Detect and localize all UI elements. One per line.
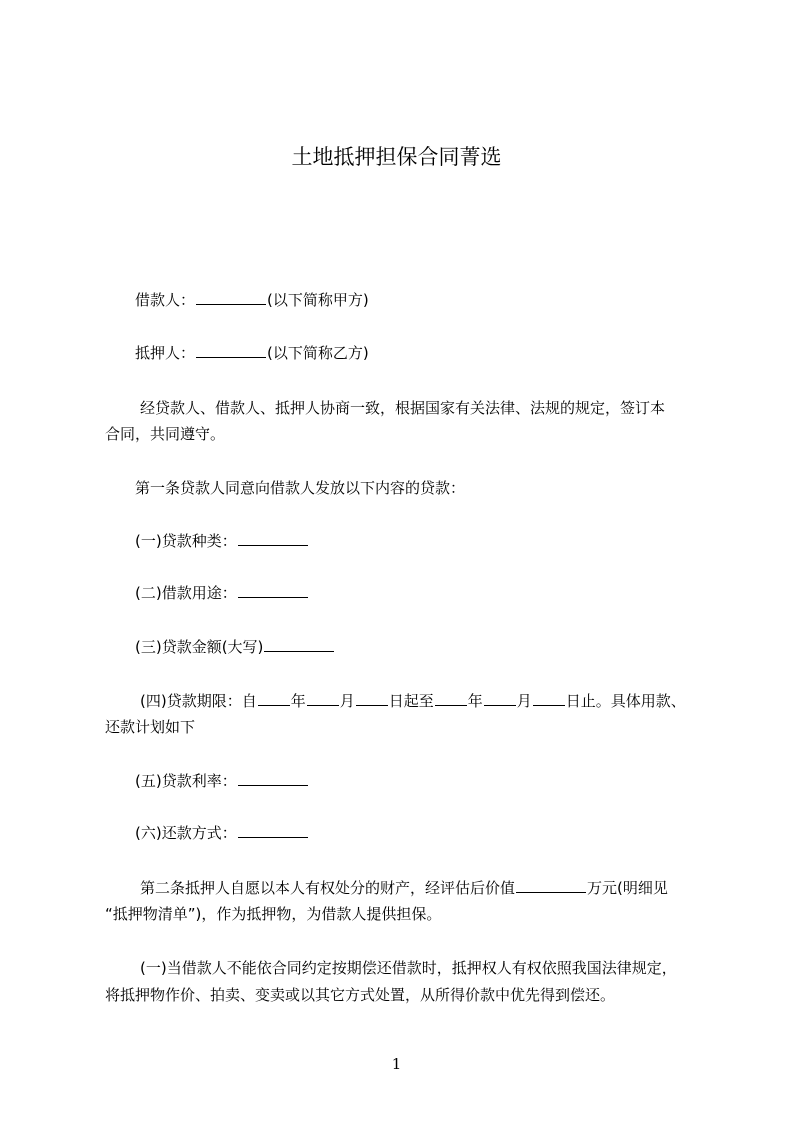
- mortgagor-label: 抵押人：: [135, 344, 196, 362]
- loan-purpose-label: (二)借款用途：: [135, 584, 237, 602]
- month-label: 月: [339, 692, 355, 710]
- loan-purpose-line: [135, 579, 735, 607]
- borrower-line: [135, 286, 735, 314]
- loan-amount-line: [135, 633, 735, 661]
- loan-amount-label: (三)贷款金额(大写): [135, 638, 264, 656]
- article-2-line-2: “抵押物清单”)，作为抵押物，为借款人提供担保。: [105, 905, 442, 923]
- article-2-unit: 万元(明细见: [587, 879, 668, 897]
- interest-rate-label: (五)贷款利率：: [135, 772, 237, 790]
- end-year-blank: [435, 690, 467, 706]
- loan-amount-blank: [264, 636, 334, 652]
- document-title: 土地抵押担保合同菁选: [291, 145, 502, 169]
- borrower-blank: [196, 289, 266, 305]
- end-month-blank: [484, 690, 516, 706]
- start-month-blank: [307, 690, 339, 706]
- interest-rate-line: [135, 767, 735, 795]
- start-year-blank: [258, 690, 290, 706]
- article-2-item-1-line-2: 将抵押物作价、拍卖、变卖或以其它方式处置，从所得价款中优先得到偿还。: [105, 986, 616, 1004]
- start-day-blank: [356, 690, 388, 706]
- borrower-suffix: (以下简称甲方): [267, 291, 369, 309]
- valuation-blank: [516, 877, 586, 893]
- mortgagor-line: [135, 339, 735, 367]
- repayment-method-blank: [238, 822, 308, 838]
- month-label-2: 月: [516, 692, 532, 710]
- mortgagor-suffix: (以下简称乙方): [267, 344, 369, 362]
- loan-type-blank: [238, 530, 308, 546]
- article-2-line-1: [140, 874, 740, 902]
- page-number: 1: [391, 1055, 402, 1073]
- loan-term-from: (四)贷款期限：自: [140, 692, 257, 710]
- loan-purpose-blank: [238, 582, 308, 598]
- day-to-label: 日起至: [388, 692, 434, 710]
- loan-term-line-1: [140, 687, 740, 715]
- repayment-method-label: (六)还款方式：: [135, 824, 237, 842]
- repayment-method-line: [135, 819, 735, 847]
- mortgagor-blank: [196, 342, 266, 358]
- day-end-label: 日止。具体用款、: [565, 692, 686, 710]
- loan-type-line: [135, 527, 735, 555]
- end-day-blank: [533, 690, 565, 706]
- article-1-heading: 第一条贷款人同意向借款人发放以下内容的贷款：: [135, 479, 466, 497]
- loan-type-label: (一)贷款种类：: [135, 532, 237, 550]
- year-label-2: 年: [467, 692, 483, 710]
- loan-term-line-2: 还款计划如下: [105, 718, 196, 736]
- article-2-item-1-line-1: (一)当借款人不能依合同约定按期偿还借款时，抵押权人有权依照我国法律规定，: [140, 959, 677, 977]
- interest-rate-blank: [238, 770, 308, 786]
- intro-line-1: 经贷款人、借款人、抵押人协商一致，根据国家有关法律、法规的规定，签订本: [140, 399, 666, 417]
- article-2-text: 第二条抵押人自愿以本人有权处分的财产，经评估后价值: [140, 879, 516, 897]
- year-label: 年: [290, 692, 306, 710]
- borrower-label: 借款人：: [135, 291, 196, 309]
- intro-line-2: 合同，共同遵守。: [105, 425, 226, 443]
